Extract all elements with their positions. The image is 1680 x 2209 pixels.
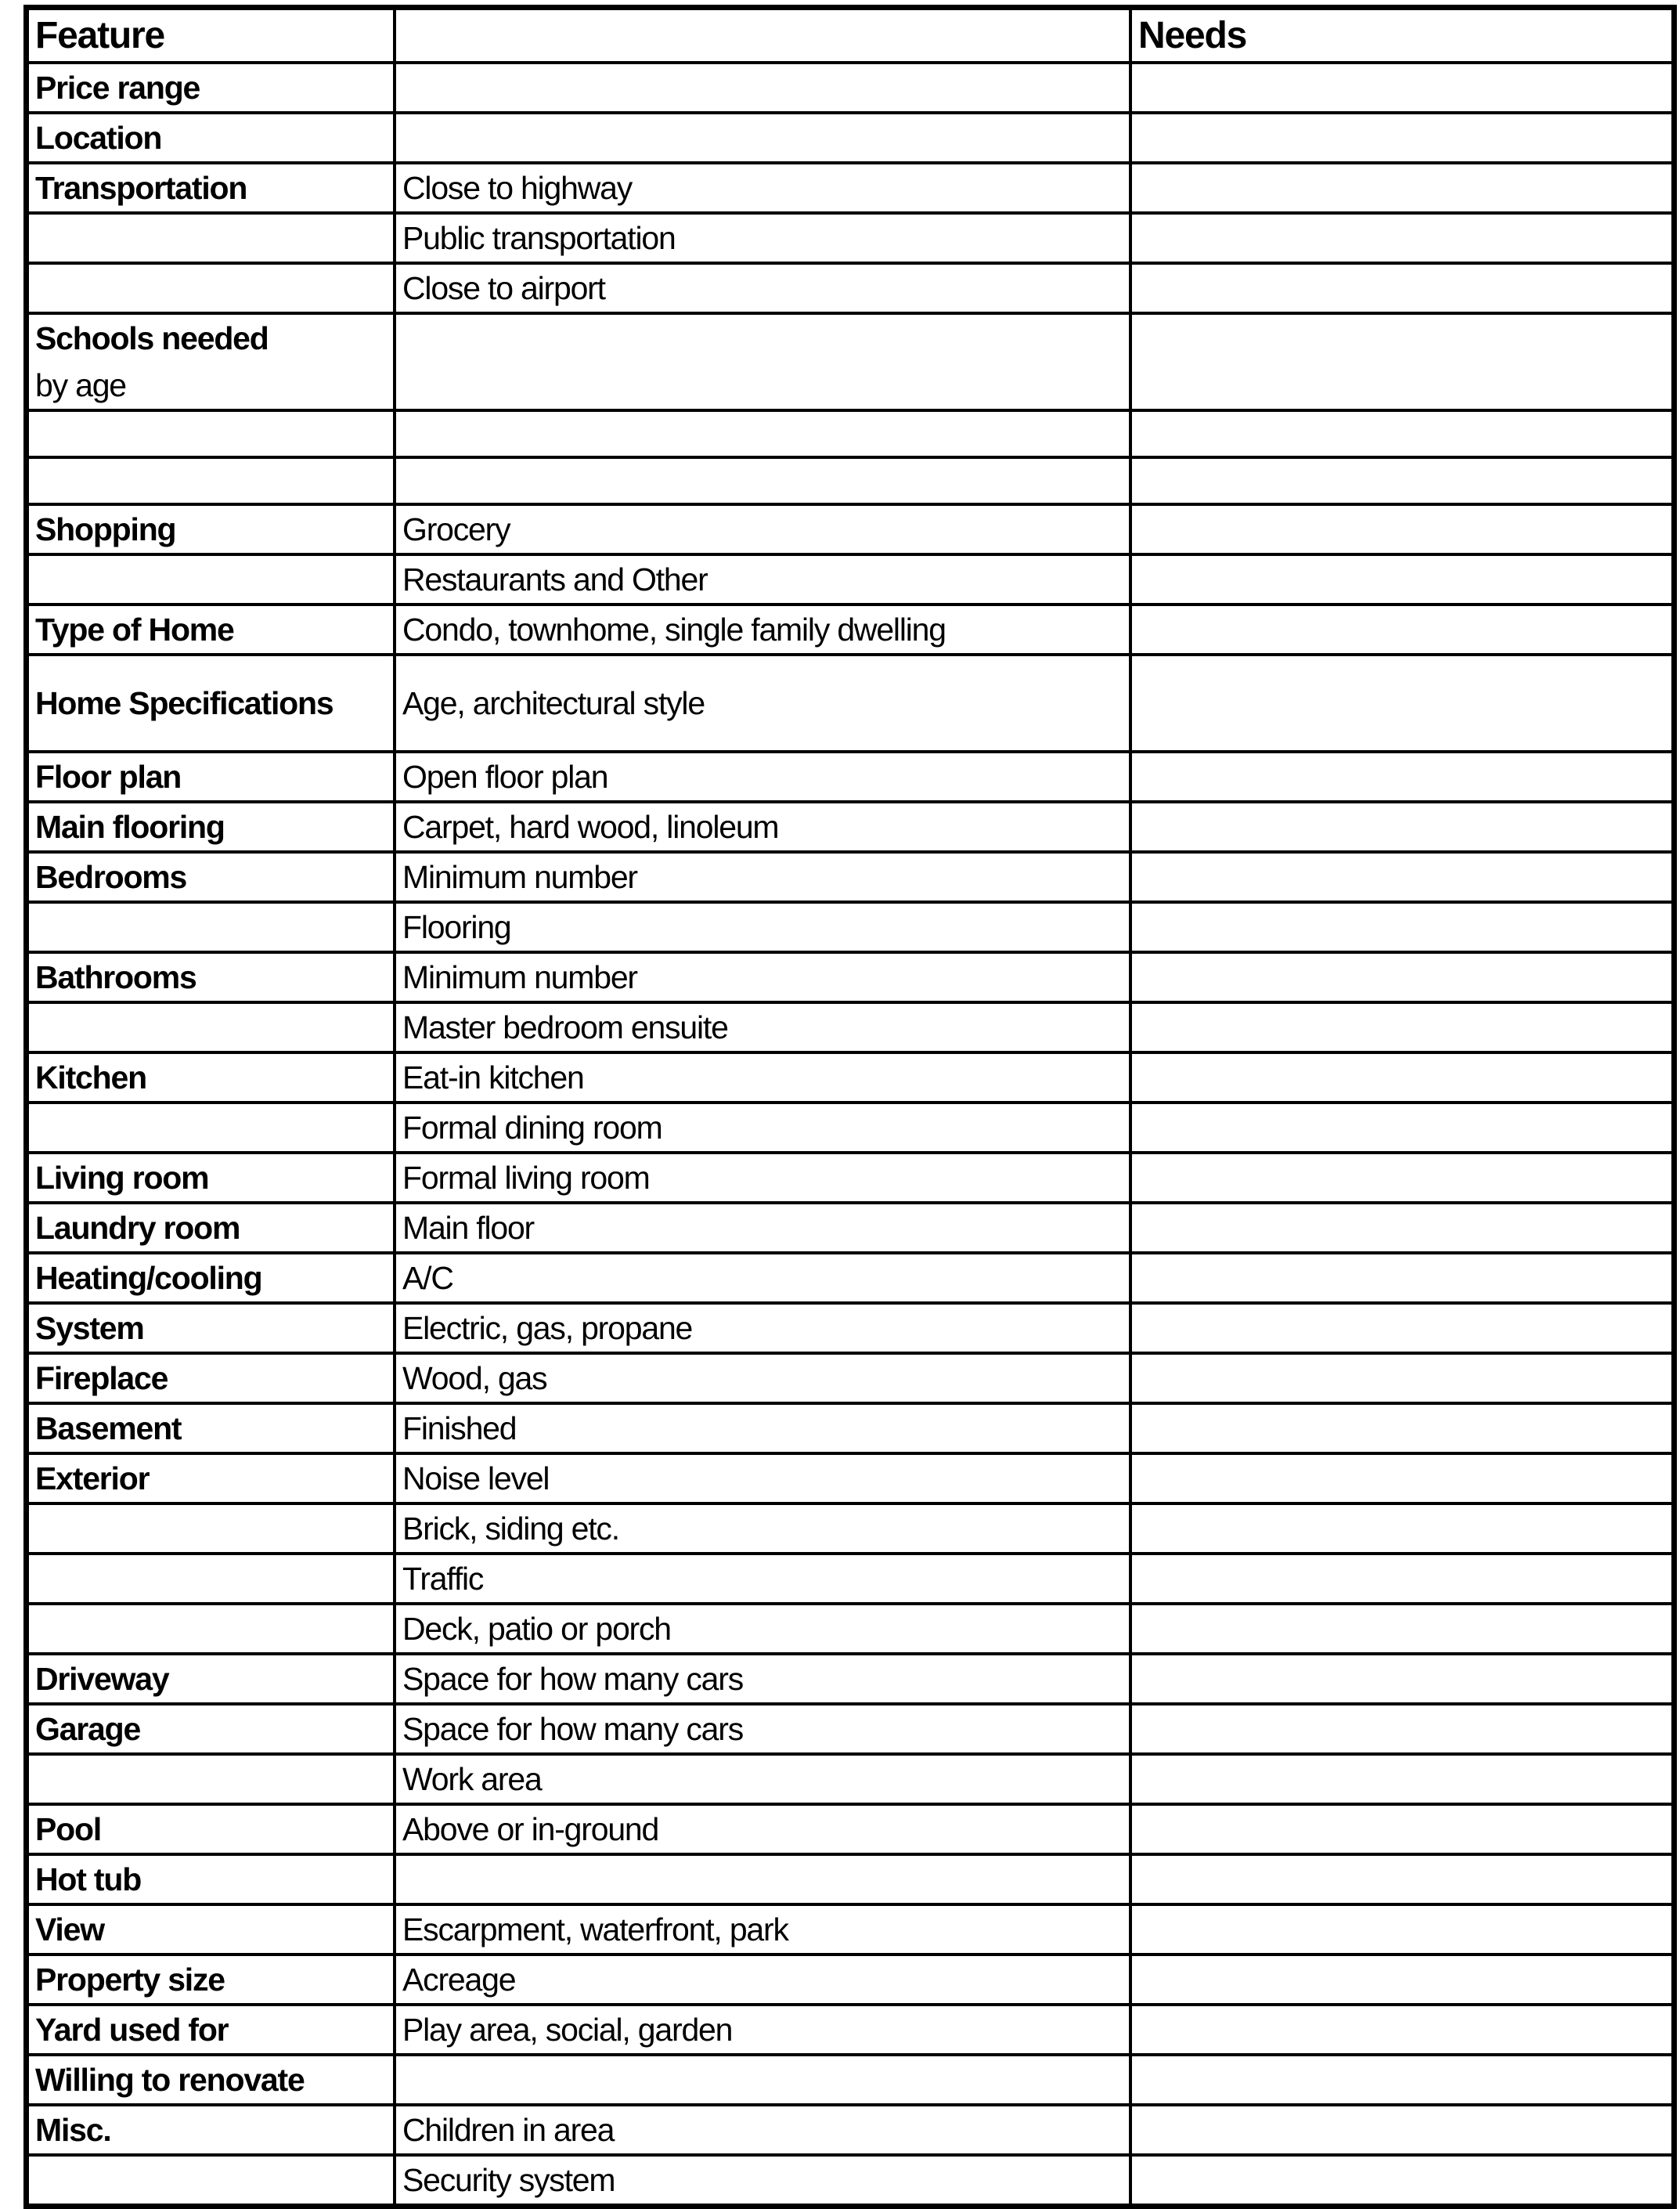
feature-label: View [35,1911,104,1947]
table-row [29,2055,1671,2105]
feature-cell [29,1554,395,1604]
feature-label: Living room [35,1160,209,1196]
table-row [29,63,1671,113]
feature-cell [29,802,395,852]
table-row [29,1052,1671,1103]
feature-label: Basement [35,1410,182,1446]
detail-cell: Escarpment, waterfront, park [395,1904,1130,1955]
detail-cell: Minimum number [395,952,1130,1002]
detail-cell: Grocery [395,504,1130,554]
feature-label: Schools needed [35,320,269,356]
feature-cell [29,163,395,213]
needs-cell[interactable] [1130,1554,1671,1604]
detail-cell [395,457,1130,504]
table-row [29,1854,1671,1904]
feature-sublabel: by age [35,367,126,403]
feature-label: System [35,1310,144,1346]
table-row [29,802,1671,852]
table-row [29,752,1671,802]
feature-cell [29,1654,395,1704]
detail-cell: Traffic [395,1554,1130,1604]
needs-cell[interactable] [1130,902,1671,952]
table-row [29,1604,1671,1654]
header-description [395,10,1130,63]
detail-cell [395,410,1130,457]
detail-cell: Condo, townhome, single family dwelling [395,605,1130,655]
detail-cell: Space for how many cars [395,1704,1130,1754]
detail-cell: Finished [395,1403,1130,1453]
detail-cell [395,2055,1130,2105]
needs-cell[interactable] [1130,1955,1671,2005]
detail-cell: Acreage [395,1955,1130,2005]
needs-cell[interactable] [1130,1253,1671,1303]
detail-cell: Noise level [395,1453,1130,1503]
needs-cell[interactable] [1130,1052,1671,1103]
needs-cell[interactable] [1130,802,1671,852]
feature-label: Laundry room [35,1210,240,1246]
home-features-checklist [23,5,1677,2209]
needs-cell[interactable] [1130,952,1671,1002]
feature-cell [29,1453,395,1503]
feature-cell [29,1854,395,1904]
needs-cell[interactable] [1130,1303,1671,1353]
needs-cell[interactable] [1130,1904,1671,1955]
table-row [29,213,1671,263]
feature-cell [29,1904,395,1955]
feature-cell [29,1153,395,1203]
feature-cell [29,952,395,1002]
detail-cell [395,113,1130,163]
detail-cell: Carpet, hard wood, linoleum [395,802,1130,852]
needs-cell[interactable] [1130,2105,1671,2155]
feature-label: Type of Home [35,612,234,648]
feature-cell [29,1604,395,1654]
detail-cell: Flooring [395,902,1130,952]
needs-cell[interactable] [1130,313,1671,410]
table-row [29,2155,1671,2204]
feature-label: Exterior [35,1460,150,1496]
detail-cell [395,63,1130,113]
feature-cell [29,1754,395,1804]
detail-cell: Age, architectural style [395,655,1130,752]
detail-cell: Electric, gas, propane [395,1303,1130,1353]
feature-cell [29,852,395,902]
feature-label: Driveway [35,1661,169,1697]
table-row [29,1303,1671,1353]
table-row [29,263,1671,313]
needs-cell[interactable] [1130,1002,1671,1052]
feature-cell [29,655,395,752]
detail-cell: Formal dining room [395,1103,1130,1153]
feature-cell [29,457,395,504]
feature-cell [29,1955,395,2005]
detail-cell: Formal living room [395,1153,1130,1203]
needs-cell[interactable] [1130,1804,1671,1854]
feature-label: Hot tub [35,1861,142,1897]
needs-cell[interactable] [1130,1153,1671,1203]
detail-cell: Eat-in kitchen [395,1052,1130,1103]
table-row [29,952,1671,1002]
table-row [29,1754,1671,1804]
table-row [29,1253,1671,1303]
feature-cell [29,1203,395,1253]
detail-cell: Public transportation [395,213,1130,263]
header-feature: Feature [29,10,395,63]
needs-cell[interactable] [1130,1353,1671,1403]
feature-label: Main flooring [35,809,225,845]
feature-cell [29,1253,395,1303]
feature-cell [29,1052,395,1103]
table-row [29,1654,1671,1704]
needs-cell[interactable] [1130,852,1671,902]
detail-cell: Brick, siding etc. [395,1503,1130,1554]
needs-cell[interactable] [1130,1604,1671,1654]
detail-cell: Above or in-ground [395,1804,1130,1854]
needs-cell[interactable] [1130,263,1671,313]
feature-label: Misc. [35,2112,111,2148]
needs-cell[interactable] [1130,752,1671,802]
features-table [29,10,1671,2204]
feature-cell [29,1704,395,1754]
feature-label: Yard used for [35,2012,229,2048]
table-row [29,1554,1671,1604]
needs-cell[interactable] [1130,655,1671,752]
feature-cell [29,1353,395,1403]
needs-cell[interactable] [1130,1103,1671,1153]
feature-cell [29,1403,395,1453]
feature-cell [29,1002,395,1052]
needs-cell[interactable] [1130,410,1671,457]
needs-cell[interactable] [1130,1754,1671,1804]
feature-label: Bathrooms [35,959,196,995]
detail-cell: Work area [395,1754,1130,1804]
table-row [29,457,1671,504]
feature-label: Home Specifications [35,685,333,721]
feature-cell [29,554,395,605]
table-row [29,605,1671,655]
detail-cell: Space for how many cars [395,1654,1130,1704]
table-row [29,113,1671,163]
needs-cell[interactable] [1130,2005,1671,2055]
detail-cell: Master bedroom ensuite [395,1002,1130,1052]
table-row [29,554,1671,605]
feature-cell [29,1804,395,1854]
feature-label: Pool [35,1811,102,1847]
feature-label: Willing to renovate [35,2062,305,2098]
needs-cell[interactable] [1130,1403,1671,1453]
table-row [29,1153,1671,1203]
feature-cell [29,1103,395,1153]
feature-cell [29,63,395,113]
table-row [29,1704,1671,1754]
detail-cell: Restaurants and Other [395,554,1130,605]
needs-cell[interactable] [1130,2155,1671,2204]
feature-label: Heating/cooling [35,1260,262,1296]
table-row [29,2005,1671,2055]
needs-cell[interactable] [1130,163,1671,213]
needs-cell[interactable] [1130,1654,1671,1704]
needs-cell[interactable] [1130,1704,1671,1754]
detail-cell: Close to highway [395,163,1130,213]
table-row [29,1353,1671,1403]
table-row [29,902,1671,952]
needs-cell[interactable] [1130,63,1671,113]
detail-cell: A/C [395,1253,1130,1303]
table-row [29,1904,1671,1955]
detail-cell [395,313,1130,410]
needs-cell[interactable] [1130,213,1671,263]
table-row [29,1002,1671,1052]
needs-cell[interactable] [1130,605,1671,655]
feature-cell [29,2055,395,2105]
detail-cell: Security system [395,2155,1130,2204]
feature-label: Kitchen [35,1059,146,1095]
feature-label: Garage [35,1711,141,1747]
feature-cell [29,1303,395,1353]
feature-cell [29,752,395,802]
feature-label: Price range [35,70,200,106]
feature-cell [29,902,395,952]
needs-cell[interactable] [1130,504,1671,554]
table-row [29,655,1671,752]
detail-cell: Children in area [395,2105,1130,2155]
detail-cell: Deck, patio or porch [395,1604,1130,1654]
needs-cell[interactable] [1130,554,1671,605]
feature-cell [29,263,395,313]
needs-cell[interactable] [1130,1203,1671,1253]
table-row [29,852,1671,902]
feature-label: Location [35,120,162,156]
needs-cell[interactable] [1130,457,1671,504]
header-needs: Needs [1130,10,1671,63]
table-row [29,1203,1671,1253]
feature-cell [29,2155,395,2204]
table-row [29,1503,1671,1554]
detail-cell [395,1854,1130,1904]
table-row [29,410,1671,457]
header-row [29,10,1671,63]
feature-cell [29,113,395,163]
table-row [29,163,1671,213]
feature-cell [29,504,395,554]
table-row [29,1403,1671,1453]
feature-cell [29,213,395,263]
detail-cell: Play area, social, garden [395,2005,1130,2055]
feature-label: Shopping [35,511,176,547]
needs-cell[interactable] [1130,1854,1671,1904]
table-row [29,1453,1671,1503]
feature-label: Fireplace [35,1360,168,1396]
table-row [29,1804,1671,1854]
feature-label: Transportation [35,170,247,206]
table-row [29,1103,1671,1153]
table-row [29,2105,1671,2155]
detail-cell: Close to airport [395,263,1130,313]
feature-label: Property size [35,1962,225,1998]
detail-cell: Main floor [395,1203,1130,1253]
feature-cell [29,313,395,410]
feature-cell [29,410,395,457]
table-row [29,313,1671,410]
feature-cell [29,2105,395,2155]
needs-cell[interactable] [1130,113,1671,163]
detail-cell: Minimum number [395,852,1130,902]
feature-cell [29,2005,395,2055]
table-row [29,1955,1671,2005]
needs-cell[interactable] [1130,1503,1671,1554]
feature-label: Bedrooms [35,859,187,895]
table-row [29,504,1671,554]
feature-cell [29,605,395,655]
feature-cell [29,1503,395,1554]
detail-cell: Open floor plan [395,752,1130,802]
needs-cell[interactable] [1130,1453,1671,1503]
feature-label: Floor plan [35,759,182,795]
needs-cell[interactable] [1130,2055,1671,2105]
detail-cell: Wood, gas [395,1353,1130,1403]
